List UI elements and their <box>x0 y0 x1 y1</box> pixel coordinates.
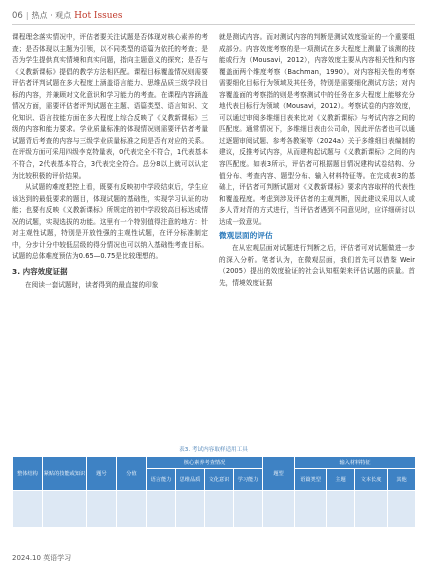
page-number: 06 <box>12 11 23 21</box>
section-title-en: Hot Issues <box>74 11 123 21</box>
col-header-text-type: 语篇类型 <box>295 469 327 491</box>
section-title-cn: 热点 · 观点 <box>31 11 72 20</box>
header-separator: | <box>25 11 29 20</box>
col-header-item-no: 题号 <box>87 457 117 491</box>
issue-date: 2024.10 <box>12 554 41 562</box>
right-paragraph-1: 就是测试内容。而对测试内容的判断是测试效度验证的一个重要组成部分。内容效度考察的是一项测试在多大程度上测量了该测的技能或行为（Mousavi，2012），内容效度主要从内容相关性和内容覆盖面两个维度考察（Bachman，1990）。对内容相关性的考察需要细化目标行为领域及其任务，特别是需要细化测试方法；对内容覆盖面的考察指的则是考察测试中的任务在多大程度上能够充分地代表目标行为领域（Mousavi，2012）。考察试卷的内容效度，可以通过审阅多维细目表来比对《义教新课标》与考试内容之间的匹配度。通常情况下，多维细目表由公司命，因此评估者也可以通过逐题审阅试题、参考各教案等（2024a）关于多维细目表编制的建议，反推考试内容，从而建构起试题与《义教新课标》之间的内容匹配度。如表3所示，评估者可根据题目情况建构试卷结构、分值分布、考查内容、题型分布、输入材料特征等。在完成表3的基础上，评估者可判断试题对《义教新课标》要求内容取样的代表性和覆盖程度。考虑到涉及评估者的主观判断，因此建议采用以人或多人背对背的方式进行，当评估者遇到不同意见时，应详细研讨以达成一致意见。 <box>219 33 415 226</box>
col-header-cultural-awareness: 文化意识 <box>205 469 234 491</box>
content-sampling-table <box>12 444 415 528</box>
page-footer <box>12 553 71 563</box>
page-header <box>12 10 122 22</box>
col-header-thinking-quality: 思维品质 <box>176 469 205 491</box>
col-header-type: 题型 <box>263 457 295 491</box>
col-header-text-length: 文本长度 <box>355 469 388 491</box>
col-group-core-literacy: 核心素养考查情况 <box>147 457 263 469</box>
col-header-learning-ability: 学习能力 <box>234 469 263 491</box>
section-heading-micro: 微观层面的评估 <box>219 231 273 241</box>
right-column <box>219 32 415 289</box>
left-paragraph-3: 在阅读一套试题时，读者得到的最直接的印象 <box>25 280 159 289</box>
col-group-input-material: 输入材料特征 <box>295 457 416 469</box>
col-header-language-ability: 语言能力 <box>147 469 176 491</box>
header-divider <box>12 24 415 25</box>
col-header-other: 其他 <box>388 469 416 491</box>
left-column <box>12 32 208 291</box>
table-title: 表3. 考试内容取样适用工具 <box>179 447 248 453</box>
table-row <box>13 491 416 528</box>
col-header-score: 分值 <box>117 457 147 491</box>
col-header-requirement: 紧贴的技能或知识 <box>43 457 87 491</box>
left-paragraph-1: 课程理念落实情况中，评估者要关注试题是否体现对核心素养的考查；是否体现以主题为引领，以不同类型的语篇为依托的考查；是否为学生提供真实情境和真实问题，指向主题意义的探究；是否与《义教新课标》提倡的教学方法相匹配。课程目标覆盖情况则需要评估者评判试题在多大程度上涵盖语言能力、思维品质三级学段目标的内容，并兼顾对文化意识和学习能力的考查。在课程内容涵盖情况方面，需要评估者评判试题在主题、语篇类型、语言知识、文化知识、语言技能方面在多大程度上综合反映了《义教新课标》三级的内容和能力要求。学业质量标准的体现情况则需要评估者考量试题背后考查的内容与三级学业质量标准之间是否有对应的关系。在评级方面可采用四级李克特量表，0代表完全不符合，1代表基本不符合，2代表基本符合，3代表完全符合。总分8以上就可以认定为比较积极的评价结果。 <box>12 33 208 180</box>
col-header-theme: 主题 <box>327 469 355 491</box>
section-heading-content-validity: 3. 内容效度证据 <box>12 266 68 276</box>
col-header-structure: 整体结构 <box>13 457 43 491</box>
right-paragraph-2: 在从宏观层面对试题进行判断之后，评估者可对试题做进一步的深入分析。笔者认为，在微观层面，我们首先可以借鉴 Weir（2005）提出的效度验证的社会认知框架来评估试题的质量。首先，情境效度证据 <box>219 244 415 287</box>
left-paragraph-2: 从试题的难度把控上看，既要有反映初中学段结束后，学生应该达到的最低要求的题目，体现试题的基础性，实现学习认证的功能；也要有反映《义教新课标》所规定的初中学段较高目标达成情况的试题，实现选拔的功能。这里有一个特别值得注意的地方：针对主观性试题，特别是开放性强的主观性试题，在评分标准制定中，分步计分中较低层级的得分情况也可以纳入基础性考查目标。试题的总体难度预估为0.65—0.75是比较理想的。 <box>12 183 208 261</box>
magazine-name: 英语学习 <box>43 554 72 562</box>
